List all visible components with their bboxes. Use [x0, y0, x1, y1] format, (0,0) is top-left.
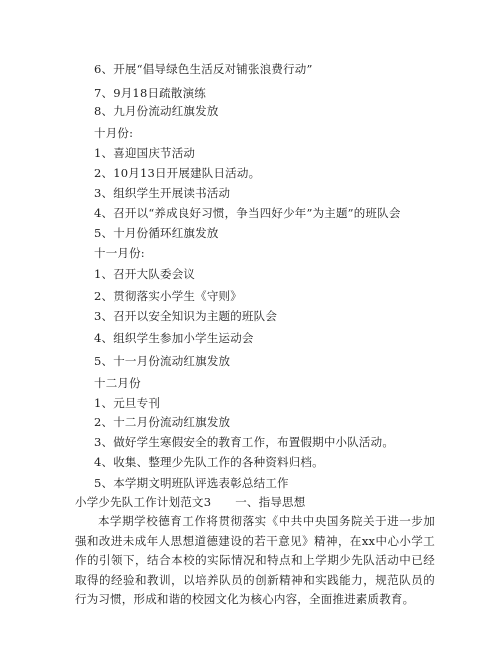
month-heading-november: 十一月份:: [94, 246, 145, 260]
month-heading-october: 十月份:: [94, 126, 134, 140]
list-item: 4、收集、整理少先队工作的各种资料归档。: [94, 455, 324, 469]
body-paragraph: 本学期学校德育工作将贯彻落实《中共中央国务院关于进一步加强和改进未成年人思想道德建设的若干意见》精神，在xx中心小学工作的引领下，结合本校的实际情况和特点和上学期少先队活动中已经取得的经验和教训，以培养队员的创新精神和实践能力，规范队员的行为习惯，形成和谐的校园文化为核心内容，全面推进素质教育。: [75, 514, 435, 606]
list-item: 2、10月13日开展建队日活动。: [94, 166, 261, 180]
list-item: 1、喜迎国庆节活动: [94, 146, 196, 160]
list-item: 2、贯彻落实小学生《守则》: [94, 289, 242, 303]
list-item: 1、元旦专刊: [94, 396, 161, 410]
list-item: 3、做好学生寒假安全的教育工作，布置假期中小队活动。: [94, 435, 395, 449]
list-item: 4、召开以“养成良好习惯，争当四好少年”为主题”的班队会: [94, 206, 401, 220]
section-heading: 一、指导思想: [235, 495, 306, 509]
list-item: 2、十二月份流动红旗发放: [94, 415, 231, 429]
plan-title-line: [75, 495, 305, 509]
list-item: 1、召开大队委会议: [94, 267, 196, 281]
list-item: 3、召开以安全知识为主题的班队会: [94, 309, 278, 323]
list-item: 4、组织学生参加小学生运动会: [94, 331, 254, 345]
list-item: 3、组织学生开展读书活动: [94, 186, 231, 200]
list-item: 5、十月份循环红旗发放: [94, 226, 219, 240]
plan-title: 小学少先队工作计划范文3: [75, 495, 212, 509]
list-item: 6、开展“倡导绿色生活反对铺张浪费行动”: [94, 62, 313, 76]
list-item: 8、九月份流动红旗发放: [94, 104, 219, 118]
list-item: 5、十一月份流动红旗发放: [94, 354, 231, 368]
month-heading-december: 十二月份: [94, 376, 141, 390]
list-item: 7、9月18日疏散演练: [94, 86, 206, 100]
list-item: 5、本学期文明班队评选表彰总结工作: [94, 476, 289, 490]
